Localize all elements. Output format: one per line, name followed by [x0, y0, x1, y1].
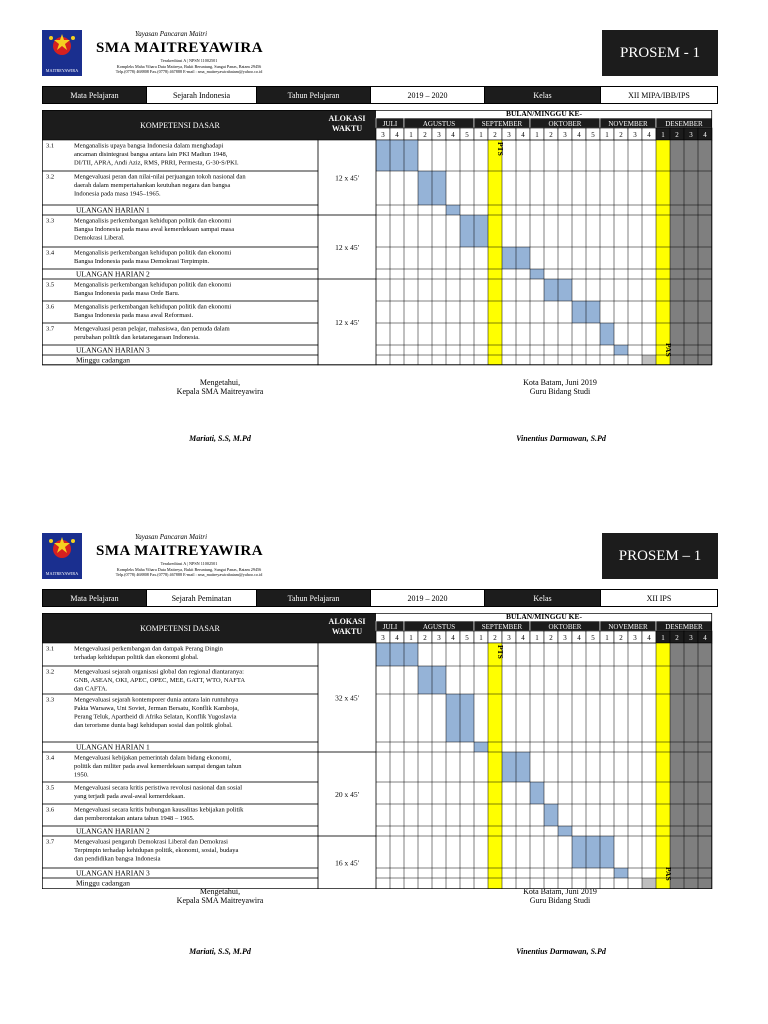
- aw-value: 12 x 45': [335, 173, 359, 183]
- school-name: SMA MAITREYAWIRA: [96, 543, 264, 559]
- kd-text-line: Pakta Warsawa, Uni Soviet, Jerman Bersatu, Konflik Kamboja,: [74, 705, 239, 712]
- subject-label: Mata Pelajaran: [43, 87, 147, 103]
- foundation-name: Yayasan Pancaran Maitri: [134, 533, 208, 541]
- pas-label: PAS: [664, 867, 673, 881]
- week-number: 2: [549, 131, 553, 139]
- kd-text-line: ancaman disintegrasi bangsa antara lain PKI Madiun 1948,: [74, 151, 228, 158]
- kd-text-line: terhadap kehidupan politik dan ekonomi global.: [74, 654, 199, 661]
- kd-text-line: ULANGAN HARIAN 1: [76, 742, 150, 752]
- pts-column: [488, 140, 502, 365]
- pas-label: PAS: [664, 343, 673, 357]
- activity-cell: [544, 804, 558, 826]
- activity-cell: [432, 666, 446, 694]
- week-number: 3: [563, 131, 567, 139]
- school-address: [94, 58, 284, 75]
- kd-text-line: Menganalisis upaya bangsa Indonesia dalam menghadapi: [74, 142, 224, 150]
- kd-text-line: Bangsa Indonesia pada masa awal kemerdekaan sampai masa: [74, 226, 235, 233]
- week-number: 4: [577, 634, 581, 642]
- kd-text-line: Mengevaluasi perkembangan dan dampak Perang Dingin: [74, 645, 223, 653]
- kd-text-line: Indonesia pada masa 1945–1965.: [74, 190, 161, 198]
- kd-text-line: politik dan militer pada awal kemerdekaan sampai dengan tahun: [74, 763, 242, 770]
- month-label: AGUSTUS: [422, 120, 456, 128]
- week-number: 1: [605, 634, 609, 642]
- week-number: 1: [479, 131, 483, 139]
- kd-text-line: Mengevaluasi secara kritis hubungan kausalitas kebijakan politik: [74, 806, 244, 814]
- teacher-role: Guru Bidang Studi: [529, 896, 591, 905]
- week-number: 4: [395, 131, 399, 139]
- week-number: 3: [381, 634, 385, 642]
- aw-header-label: ALOKASI: [328, 114, 366, 123]
- aw-value: 12 x 45': [335, 318, 359, 327]
- kd-text-line: Mengevaluasi sejarah organisasi global dan regional diantaranya:: [74, 668, 244, 676]
- week-number: 2: [423, 634, 427, 642]
- spare-week-cell: [642, 355, 656, 365]
- activity-cell: [586, 301, 600, 323]
- week-number: 5: [465, 634, 469, 642]
- week-number: 4: [647, 131, 651, 139]
- activity-cell: [600, 323, 614, 345]
- kd-header-label: KOMPETENSI DASAR: [140, 624, 220, 633]
- place-date: Kota Batam, Juni 2019: [523, 887, 597, 896]
- week-number: 3: [437, 131, 441, 139]
- kd-text-line: 1950.: [74, 771, 89, 779]
- week-number: 4: [451, 131, 455, 139]
- activity-cell: [460, 694, 474, 742]
- principal-title: Mengetahui,: [199, 378, 241, 387]
- holiday-columns: [670, 140, 712, 365]
- activity-cell: [502, 752, 516, 782]
- subject-label: Mata Pelajaran: [43, 590, 147, 606]
- schedule-table: [42, 110, 718, 368]
- kd-text-line: Perang Teluk, Apartheid di Afrika Selatan, Konflik Yugoslavia: [74, 713, 237, 721]
- week-number: 3: [689, 131, 693, 139]
- activity-cell: [376, 643, 390, 666]
- activity-cell: [474, 215, 488, 247]
- teacher-name: Vinentius Darmawan, S.Pd: [516, 434, 606, 443]
- month-label: DESEMBER: [665, 120, 703, 128]
- aw-value: 16 x 45': [335, 858, 359, 868]
- school-address: [94, 561, 284, 578]
- kd-number: 3.7: [46, 838, 55, 846]
- kd-text-line: daerah dalam mempertahankan keutuhan negara dan bangsa: [74, 182, 231, 189]
- class-value: XII MIPA/IBB/IPS: [628, 90, 690, 100]
- activity-cell: [418, 171, 432, 205]
- kd-number: 3.5: [46, 281, 55, 289]
- week-number: 3: [507, 634, 511, 642]
- subject-value: Sejarah Indonesia: [147, 87, 257, 103]
- place-date: Kota Batam, Juni 2019: [523, 378, 597, 387]
- week-number: 2: [423, 131, 427, 139]
- activity-cell: [446, 694, 460, 742]
- month-label: NOVEMBER: [608, 623, 648, 631]
- month-label: OKTOBER: [548, 120, 582, 128]
- week-number: 2: [675, 634, 679, 642]
- principal-role: Kepala SMA Maitreyawira: [176, 896, 264, 905]
- school-name: SMA MAITREYAWIRA: [96, 40, 264, 56]
- activity-cell: [446, 205, 460, 215]
- week-number: 3: [689, 634, 693, 642]
- year-value: 2019 – 2020: [371, 590, 485, 606]
- teacher-signature-block: [480, 378, 640, 396]
- school-logo: [42, 30, 82, 76]
- class-value: XII IPS: [646, 593, 672, 603]
- kd-text-line: Mengevaluasi secara kritis peristiwa revolusi nasional dan sosial: [74, 784, 243, 792]
- kd-header-label: KOMPETENSI DASAR: [140, 121, 220, 130]
- week-number: 5: [591, 131, 595, 139]
- teacher-name: Vinentius Darmawan, S.Pd: [516, 947, 606, 956]
- aw-value: 20 x 45': [335, 790, 359, 799]
- month-label: OKTOBER: [548, 623, 582, 631]
- week-number: 5: [465, 131, 469, 139]
- kd-number: 3.7: [46, 325, 55, 333]
- week-number: 1: [409, 131, 413, 139]
- week-number: 1: [535, 131, 539, 139]
- week-number: 4: [521, 131, 525, 139]
- month-label: NOVEMBER: [608, 120, 648, 128]
- activity-cell: [404, 140, 418, 171]
- logo-caption: MAITREYAWIRA: [45, 571, 79, 576]
- activity-cell: [516, 752, 530, 782]
- week-number: 2: [549, 634, 553, 642]
- week-number: 1: [535, 634, 539, 642]
- principal-signature-block: [140, 378, 300, 396]
- month-label: SEPTEMBER: [481, 120, 523, 128]
- week-number: 4: [395, 634, 399, 642]
- activity-cell: [558, 826, 572, 836]
- kd-text-line: yang terjadi pada awal-awal kemerdekaan.: [74, 793, 185, 800]
- aw-header-label: ALOKASI: [328, 617, 366, 626]
- month-label: SEPTEMBER: [481, 623, 523, 631]
- activity-cell: [432, 171, 446, 205]
- month-label: JULI: [382, 120, 398, 128]
- week-number: 3: [633, 131, 637, 139]
- principal-name: Mariati, S.S, M.Pd: [189, 434, 251, 443]
- kd-text-line: Bangsa Indonesia pada masa awal Reformasi.: [74, 312, 194, 319]
- kd-number: 3.2: [46, 668, 55, 676]
- week-number: 4: [451, 634, 455, 642]
- kd-number: 3.6: [46, 806, 55, 814]
- months-header-label: BULAN/MINGGU KE-: [505, 613, 583, 621]
- kd-number: 3.4: [46, 249, 55, 257]
- aw-header-label: WAKTU: [331, 627, 363, 636]
- address-line: Kompleks Maha Vihara Duta Maitreya, Bukit Beruntung, Sungai Panas, Batam 29456: [116, 566, 262, 572]
- week-number: 3: [381, 131, 385, 139]
- kd-number: 3.4: [46, 754, 55, 762]
- kd-text-line: ULANGAN HARIAN 2: [76, 826, 150, 836]
- kd-text-line: GNB, ASEAN, OKI, APEC, OPEC, MEE, GATT, WTO, NAFTA: [74, 677, 246, 684]
- activity-cell: [572, 301, 586, 323]
- kd-text-line: Terpimpin terhadap kehidupan politik, ekonomi, sosial, budaya: [74, 847, 239, 854]
- address-line: Telp.(0778) 468808 Fax.(0778) 467888 E-mail : sma_maitreyawirabatam@yahoo.co.id: [115, 69, 263, 75]
- pas-column: [656, 643, 670, 889]
- prosem-sheet-2: [0, 503, 768, 1015]
- school-logo: [42, 533, 82, 579]
- kd-text-line: Menganalisis perkembangan kehidupan politik dan ekonomi: [74, 281, 232, 289]
- week-number: 4: [703, 131, 707, 139]
- kd-number: 3.5: [46, 784, 55, 792]
- kd-text-line: dan pendidikan bangsa Indonesia: [74, 855, 161, 863]
- week-number: 4: [577, 131, 581, 139]
- pas-column: [656, 140, 670, 365]
- kd-number: 3.1: [46, 142, 55, 150]
- kd-text-line: Bangsa Indonesia pada masa Demokrasi Terpimpin.: [74, 258, 210, 265]
- activity-cell: [404, 643, 418, 666]
- year-value: 2019 – 2020: [371, 87, 485, 103]
- activity-cell: [530, 782, 544, 804]
- holiday-columns: [670, 643, 712, 889]
- months-header-label: BULAN/MINGGU KE-: [505, 110, 583, 118]
- kd-number: 3.3: [46, 696, 55, 704]
- month-label: JULI: [382, 623, 398, 631]
- logo-caption: MAITREYAWIRA: [45, 68, 79, 73]
- activity-cell: [390, 643, 404, 666]
- kd-text-line: ULANGAN HARIAN 3: [76, 868, 150, 878]
- week-number: 1: [605, 131, 609, 139]
- week-number: 2: [675, 131, 679, 139]
- month-label: AGUSTUS: [422, 623, 456, 631]
- schedule-table: [42, 613, 718, 889]
- activity-cell: [544, 279, 558, 301]
- activity-cell: [376, 140, 390, 171]
- week-number: 2: [619, 131, 623, 139]
- kd-text-line: ULANGAN HARIAN 3: [76, 345, 150, 355]
- kd-text-line: Mengevaluasi sejarah kontemporer dunia antara lain runtuhnya: [74, 696, 239, 704]
- aw-value: 32 x 45': [335, 693, 359, 703]
- kd-number: 3.1: [46, 645, 55, 653]
- activity-cell: [502, 247, 516, 269]
- week-number: 4: [521, 634, 525, 642]
- week-number: 1: [661, 634, 665, 642]
- kd-text-line: perubahan politik dan ketatanegaraan Indonesia.: [74, 334, 200, 341]
- week-number: 1: [479, 634, 483, 642]
- week-number: 4: [703, 634, 707, 642]
- activity-cell: [390, 140, 404, 171]
- kd-text-line: Mengevaluasi pengaruh Demokrasi Liberal dan Demokrasi: [74, 838, 228, 846]
- week-number: 3: [507, 131, 511, 139]
- teacher-signature-block: [480, 887, 640, 905]
- kd-text-line: Demokrasi Liberal.: [74, 234, 125, 242]
- kd-text-line: ULANGAN HARIAN 2: [76, 269, 150, 279]
- kd-text-line: Minggu cadangan: [76, 878, 130, 888]
- week-number: 5: [591, 634, 595, 642]
- kd-text-line: Menganalisis perkembangan kehidupan politik dan ekonomi: [74, 303, 232, 311]
- kd-text-line: Mengevaluasi peran pelajar, mahasiswa, dan pemuda dalam: [74, 325, 230, 333]
- kd-text-line: dan pemberontakan antara tahun 1948 – 1965.: [74, 815, 195, 822]
- week-number: 3: [633, 634, 637, 642]
- activity-cell: [600, 836, 614, 868]
- week-number: 1: [661, 131, 665, 139]
- principal-signature-block: [140, 887, 300, 905]
- prosem-title: PROSEM – 1: [602, 533, 718, 579]
- year-label: Tahun Pelajaran: [257, 590, 371, 606]
- kd-text-line: Menganalisis perkembangan kehidupan politik dan ekonomi: [74, 249, 232, 257]
- address-line: Telp.(0778) 468808 Fax.(0778) 467888 E-mail : sma_maitreyawirabatam@yahoo.co.id: [115, 572, 263, 578]
- principal-title: Mengetahui,: [199, 887, 241, 896]
- pts-label: PTS: [496, 142, 505, 156]
- activity-cell: [558, 279, 572, 301]
- activity-cell: [572, 836, 586, 868]
- principal-role: Kepala SMA Maitreyawira: [176, 387, 264, 396]
- kd-text-line: Mengevaluasi peran dan nilai-nilai perjuangan tokoh nasional dan: [74, 173, 246, 181]
- activity-cell: [614, 868, 628, 878]
- prosem-title: PROSEM - 1: [602, 30, 718, 76]
- activity-cell: [418, 666, 432, 694]
- week-number: 3: [563, 634, 567, 642]
- class-label: Kelas: [485, 590, 601, 606]
- kd-number: 3.3: [46, 217, 55, 225]
- activity-cell: [530, 269, 544, 279]
- month-label: DESEMBER: [665, 623, 703, 631]
- teacher-role: Guru Bidang Studi: [529, 387, 591, 396]
- kd-text-line: DI/TII, APRA, Andi Aziz, RMS, PRRI, Permesta, G-30-S/PKI.: [74, 159, 239, 167]
- pts-column: [488, 643, 502, 889]
- aw-header-label: WAKTU: [331, 124, 363, 133]
- kd-text-line: Bangsa Indonesia pada masa Orde Baru.: [74, 290, 180, 297]
- year-label: Tahun Pelajaran: [257, 87, 371, 103]
- week-number: 3: [437, 634, 441, 642]
- subject-info-bar: [42, 86, 718, 104]
- kd-text-line: ULANGAN HARIAN 1: [76, 205, 150, 215]
- kd-text-line: Menganalisis perkembangan kehidupan politik dan ekonomi: [74, 217, 232, 225]
- kd-text-line: Mengevaluasi kebijakan pemerintah dalam bidang ekonomi,: [74, 754, 232, 762]
- activity-cell: [614, 345, 628, 355]
- week-number: 4: [647, 634, 651, 642]
- activity-cell: [460, 215, 474, 247]
- week-number: 1: [409, 634, 413, 642]
- kd-text-line: dan terorisme dunia bagi kehidupan sosial dan politik global.: [74, 722, 233, 729]
- kd-text-line: Minggu cadangan: [76, 355, 130, 365]
- subject-info-bar: [42, 589, 718, 607]
- address-line: Kompleks Maha Vihara Duta Maitreya, Bukit Beruntung, Sungai Panas, Batam 29456: [116, 63, 262, 69]
- activity-cell: [586, 836, 600, 868]
- activity-cell: [474, 742, 488, 752]
- address-line: Terakreditasi A | NPSN 11002501: [160, 58, 218, 63]
- foundation-name: Yayasan Pancaran Maitri: [134, 30, 208, 38]
- aw-value: 12 x 45': [335, 243, 359, 252]
- spare-week-cell: [642, 878, 656, 889]
- week-number: 2: [493, 131, 497, 139]
- week-number: 2: [619, 634, 623, 642]
- address-line: Terakreditasi A | NPSN 11002501: [160, 561, 218, 566]
- principal-name: Mariati, S.S, M.Pd: [189, 947, 251, 956]
- activity-cell: [516, 247, 530, 269]
- kd-text-line: dan CAFTA.: [74, 685, 108, 693]
- kd-number: 3.6: [46, 303, 55, 311]
- subject-value: Sejarah Peminatan: [147, 590, 257, 606]
- kd-number: 3.2: [46, 173, 55, 181]
- week-number: 2: [493, 634, 497, 642]
- class-label: Kelas: [485, 87, 601, 103]
- pts-label: PTS: [496, 645, 505, 659]
